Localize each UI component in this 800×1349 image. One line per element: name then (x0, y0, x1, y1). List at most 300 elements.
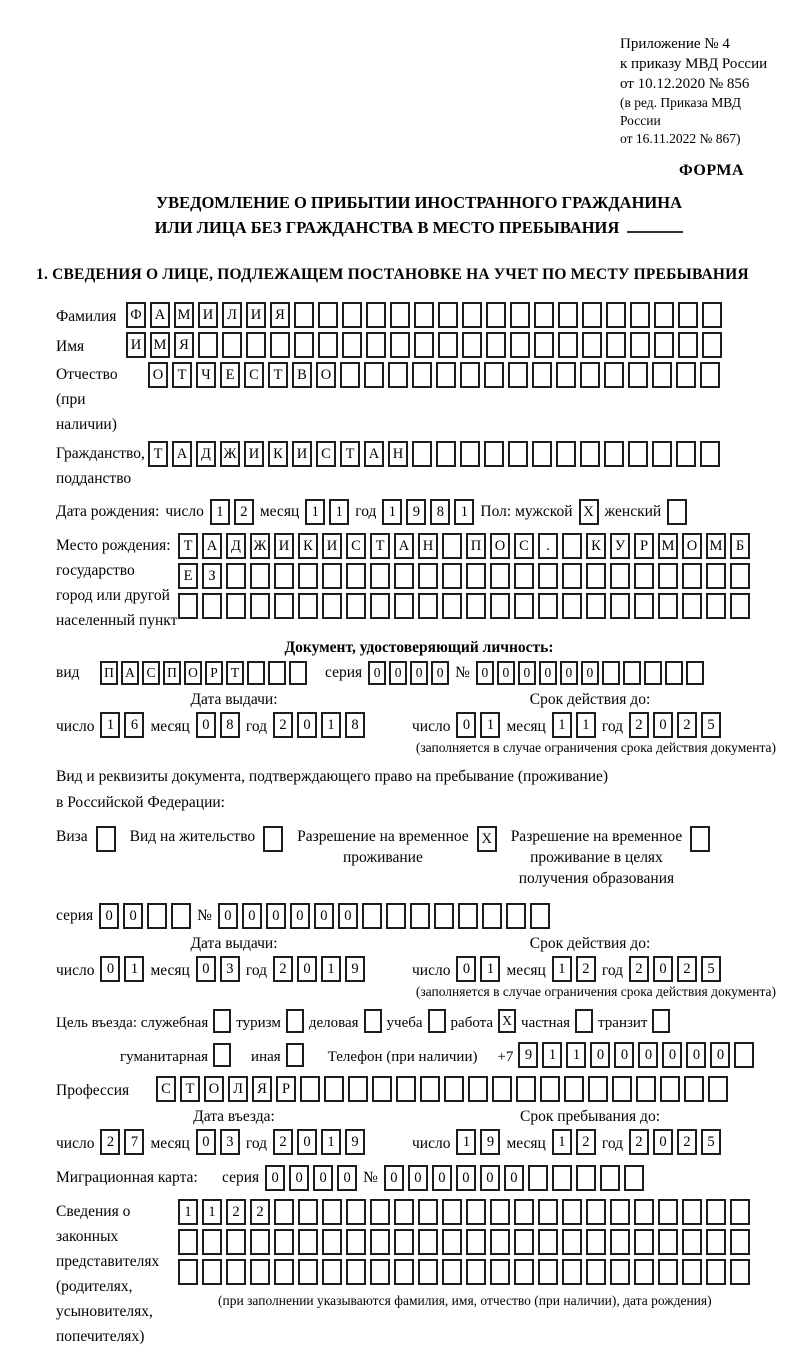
char-cell[interactable] (652, 441, 672, 467)
char-cell[interactable]: Ж (220, 441, 240, 467)
char-cell[interactable] (390, 332, 410, 358)
char-cell[interactable]: 0 (99, 903, 119, 929)
char-cell[interactable]: 2 (677, 956, 697, 982)
char-cell[interactable]: 0 (686, 1042, 706, 1068)
char-cell[interactable] (514, 1229, 534, 1255)
char-cell[interactable] (582, 332, 602, 358)
char-cell[interactable] (442, 593, 462, 619)
char-cell[interactable] (298, 563, 318, 589)
char-cell[interactable]: К (586, 533, 606, 559)
char-cell[interactable]: 1 (480, 712, 500, 738)
sex-female-checkbox[interactable] (667, 499, 687, 525)
char-cell[interactable] (460, 362, 480, 388)
char-cell[interactable]: С (156, 1076, 176, 1102)
char-cell[interactable]: 1 (542, 1042, 562, 1068)
char-cell[interactable]: 0 (638, 1042, 658, 1068)
char-cell[interactable] (610, 1229, 630, 1255)
char-cell[interactable] (490, 1199, 510, 1225)
char-cell[interactable] (370, 593, 390, 619)
char-cell[interactable]: Т (178, 533, 198, 559)
char-cell[interactable] (226, 1229, 246, 1255)
char-cell[interactable] (250, 1229, 270, 1255)
char-cell[interactable]: 0 (476, 661, 494, 685)
char-cell[interactable] (268, 661, 286, 685)
char-cell[interactable] (436, 362, 456, 388)
char-cell[interactable]: 1 (329, 499, 349, 525)
char-cell[interactable] (300, 1076, 320, 1102)
purpose-work-checkbox[interactable]: X (498, 1009, 516, 1033)
char-cell[interactable]: 0 (242, 903, 262, 929)
char-cell[interactable] (706, 1229, 726, 1255)
char-cell[interactable]: 0 (297, 712, 317, 738)
char-cell[interactable]: 5 (701, 712, 721, 738)
char-cell[interactable]: 3 (220, 956, 240, 982)
char-cell[interactable] (390, 302, 410, 328)
char-cell[interactable] (294, 332, 314, 358)
char-cell[interactable]: Т (148, 441, 168, 467)
char-cell[interactable] (556, 441, 576, 467)
char-cell[interactable] (538, 1229, 558, 1255)
char-cell[interactable] (412, 362, 432, 388)
char-cell[interactable]: 1 (552, 1129, 572, 1155)
char-cell[interactable] (298, 593, 318, 619)
char-cell[interactable] (274, 1199, 294, 1225)
char-cell[interactable]: С (142, 661, 160, 685)
char-cell[interactable]: 0 (337, 1165, 357, 1191)
char-cell[interactable] (438, 302, 458, 328)
char-cell[interactable]: 1 (321, 1129, 341, 1155)
char-cell[interactable]: Е (220, 362, 240, 388)
char-cell[interactable] (342, 302, 362, 328)
char-cell[interactable] (346, 1199, 366, 1225)
char-cell[interactable] (298, 1259, 318, 1285)
char-cell[interactable] (250, 593, 270, 619)
char-cell[interactable] (178, 1229, 198, 1255)
char-cell[interactable]: 2 (226, 1199, 246, 1225)
char-cell[interactable] (682, 563, 702, 589)
char-cell[interactable] (346, 1229, 366, 1255)
char-cell[interactable]: 2 (576, 956, 596, 982)
char-cell[interactable] (702, 302, 722, 328)
char-cell[interactable] (490, 1229, 510, 1255)
char-cell[interactable] (652, 362, 672, 388)
char-cell[interactable] (586, 1259, 606, 1285)
char-cell[interactable] (348, 1076, 368, 1102)
char-cell[interactable]: 0 (368, 661, 386, 685)
char-cell[interactable]: 1 (210, 499, 230, 525)
char-cell[interactable]: 2 (629, 1129, 649, 1155)
char-cell[interactable]: 0 (581, 661, 599, 685)
char-cell[interactable] (346, 1259, 366, 1285)
purpose-other-checkbox[interactable] (286, 1043, 304, 1067)
char-cell[interactable]: 0 (590, 1042, 610, 1068)
char-cell[interactable]: Т (180, 1076, 200, 1102)
char-cell[interactable] (458, 903, 478, 929)
char-cell[interactable]: 0 (297, 1129, 317, 1155)
char-cell[interactable]: 0 (384, 1165, 404, 1191)
char-cell[interactable]: М (150, 332, 170, 358)
char-cell[interactable] (682, 1229, 702, 1255)
char-cell[interactable] (552, 1165, 572, 1191)
char-cell[interactable] (682, 593, 702, 619)
char-cell[interactable] (322, 563, 342, 589)
char-cell[interactable] (628, 362, 648, 388)
char-cell[interactable] (412, 441, 432, 467)
char-cell[interactable] (684, 1076, 704, 1102)
char-cell[interactable] (682, 1199, 702, 1225)
char-cell[interactable]: 1 (454, 499, 474, 525)
char-cell[interactable] (322, 1229, 342, 1255)
char-cell[interactable]: 1 (382, 499, 402, 525)
char-cell[interactable] (370, 1199, 390, 1225)
char-cell[interactable] (298, 1199, 318, 1225)
char-cell[interactable]: 0 (266, 903, 286, 929)
char-cell[interactable]: А (150, 302, 170, 328)
char-cell[interactable] (508, 441, 528, 467)
char-cell[interactable]: И (292, 441, 312, 467)
char-cell[interactable] (171, 903, 191, 929)
char-cell[interactable] (610, 1199, 630, 1225)
char-cell[interactable] (706, 593, 726, 619)
char-cell[interactable]: С (244, 362, 264, 388)
char-cell[interactable]: З (202, 563, 222, 589)
char-cell[interactable] (730, 1229, 750, 1255)
char-cell[interactable]: 6 (124, 712, 144, 738)
char-cell[interactable] (628, 441, 648, 467)
char-cell[interactable] (682, 1259, 702, 1285)
char-cell[interactable] (492, 1076, 512, 1102)
char-cell[interactable] (730, 563, 750, 589)
char-cell[interactable] (706, 1259, 726, 1285)
char-cell[interactable] (564, 1076, 584, 1102)
char-cell[interactable]: 1 (576, 712, 596, 738)
purpose-transit-checkbox[interactable] (652, 1009, 670, 1033)
char-cell[interactable] (514, 1199, 534, 1225)
char-cell[interactable] (538, 593, 558, 619)
char-cell[interactable] (532, 441, 552, 467)
char-cell[interactable] (178, 1259, 198, 1285)
char-cell[interactable]: Р (205, 661, 223, 685)
char-cell[interactable] (562, 1199, 582, 1225)
char-cell[interactable] (534, 302, 554, 328)
char-cell[interactable] (708, 1076, 728, 1102)
char-cell[interactable]: 0 (196, 712, 216, 738)
char-cell[interactable] (340, 362, 360, 388)
char-cell[interactable]: А (394, 533, 414, 559)
char-cell[interactable] (654, 302, 674, 328)
purpose-private-checkbox[interactable] (575, 1009, 593, 1033)
char-cell[interactable] (730, 1259, 750, 1285)
char-cell[interactable]: 0 (662, 1042, 682, 1068)
char-cell[interactable] (274, 593, 294, 619)
char-cell[interactable] (466, 563, 486, 589)
char-cell[interactable] (514, 1259, 534, 1285)
char-cell[interactable]: 1 (321, 712, 341, 738)
char-cell[interactable]: А (172, 441, 192, 467)
residence-permit-checkbox[interactable] (263, 826, 283, 852)
char-cell[interactable]: Т (340, 441, 360, 467)
char-cell[interactable] (623, 661, 641, 685)
char-cell[interactable] (706, 1199, 726, 1225)
char-cell[interactable] (630, 332, 650, 358)
char-cell[interactable]: 0 (504, 1165, 524, 1191)
char-cell[interactable] (665, 661, 683, 685)
char-cell[interactable]: Т (172, 362, 192, 388)
char-cell[interactable]: 8 (430, 499, 450, 525)
char-cell[interactable] (147, 903, 167, 929)
char-cell[interactable]: О (316, 362, 336, 388)
char-cell[interactable] (318, 332, 338, 358)
char-cell[interactable]: 0 (480, 1165, 500, 1191)
char-cell[interactable]: 0 (432, 1165, 452, 1191)
char-cell[interactable] (558, 302, 578, 328)
char-cell[interactable] (586, 593, 606, 619)
char-cell[interactable]: 0 (653, 956, 673, 982)
char-cell[interactable] (562, 533, 582, 559)
char-cell[interactable] (322, 593, 342, 619)
char-cell[interactable]: М (706, 533, 726, 559)
char-cell[interactable] (538, 563, 558, 589)
char-cell[interactable] (394, 1259, 414, 1285)
char-cell[interactable] (612, 1076, 632, 1102)
char-cell[interactable] (562, 1259, 582, 1285)
char-cell[interactable]: 0 (710, 1042, 730, 1068)
char-cell[interactable] (602, 661, 620, 685)
char-cell[interactable] (658, 1229, 678, 1255)
char-cell[interactable]: Ч (196, 362, 216, 388)
char-cell[interactable] (558, 332, 578, 358)
char-cell[interactable] (610, 563, 630, 589)
char-cell[interactable]: 0 (653, 712, 673, 738)
char-cell[interactable]: О (490, 533, 510, 559)
char-cell[interactable] (484, 441, 504, 467)
char-cell[interactable] (442, 563, 462, 589)
char-cell[interactable]: 9 (480, 1129, 500, 1155)
char-cell[interactable] (270, 332, 290, 358)
char-cell[interactable]: 0 (389, 661, 407, 685)
char-cell[interactable] (538, 1259, 558, 1285)
char-cell[interactable] (466, 1229, 486, 1255)
char-cell[interactable] (530, 903, 550, 929)
char-cell[interactable]: С (316, 441, 336, 467)
char-cell[interactable]: И (246, 302, 266, 328)
char-cell[interactable] (466, 1259, 486, 1285)
char-cell[interactable] (506, 903, 526, 929)
char-cell[interactable] (202, 1259, 222, 1285)
char-cell[interactable]: 3 (220, 1129, 240, 1155)
char-cell[interactable] (322, 1259, 342, 1285)
char-cell[interactable] (678, 302, 698, 328)
char-cell[interactable] (466, 1199, 486, 1225)
char-cell[interactable] (466, 593, 486, 619)
char-cell[interactable]: 0 (338, 903, 358, 929)
char-cell[interactable] (202, 1229, 222, 1255)
char-cell[interactable] (226, 1259, 246, 1285)
char-cell[interactable] (686, 661, 704, 685)
char-cell[interactable] (250, 1259, 270, 1285)
char-cell[interactable] (372, 1076, 392, 1102)
char-cell[interactable] (582, 302, 602, 328)
char-cell[interactable] (700, 362, 720, 388)
char-cell[interactable]: 0 (313, 1165, 333, 1191)
char-cell[interactable]: Н (388, 441, 408, 467)
char-cell[interactable]: 0 (539, 661, 557, 685)
char-cell[interactable]: 9 (406, 499, 426, 525)
temp-residence-checkbox[interactable]: X (477, 826, 497, 852)
char-cell[interactable] (634, 593, 654, 619)
char-cell[interactable] (624, 1165, 644, 1191)
char-cell[interactable]: Е (178, 563, 198, 589)
char-cell[interactable]: 2 (629, 712, 649, 738)
char-cell[interactable]: 1 (552, 956, 572, 982)
char-cell[interactable] (438, 332, 458, 358)
char-cell[interactable] (226, 593, 246, 619)
char-cell[interactable] (702, 332, 722, 358)
char-cell[interactable] (386, 903, 406, 929)
char-cell[interactable] (516, 1076, 536, 1102)
char-cell[interactable] (394, 1229, 414, 1255)
char-cell[interactable]: В (292, 362, 312, 388)
char-cell[interactable] (362, 903, 382, 929)
char-cell[interactable] (436, 441, 456, 467)
char-cell[interactable]: 5 (701, 1129, 721, 1155)
char-cell[interactable]: 8 (345, 712, 365, 738)
char-cell[interactable] (394, 593, 414, 619)
char-cell[interactable] (586, 1229, 606, 1255)
purpose-tourism-checkbox[interactable] (286, 1009, 304, 1033)
char-cell[interactable]: 9 (345, 1129, 365, 1155)
purpose-study-checkbox[interactable] (428, 1009, 446, 1033)
char-cell[interactable] (644, 661, 662, 685)
char-cell[interactable] (706, 563, 726, 589)
char-cell[interactable]: 2 (273, 712, 293, 738)
char-cell[interactable]: 0 (196, 956, 216, 982)
char-cell[interactable]: 2 (273, 1129, 293, 1155)
char-cell[interactable] (734, 1042, 754, 1068)
char-cell[interactable]: 2 (629, 956, 649, 982)
char-cell[interactable] (418, 1229, 438, 1255)
char-cell[interactable]: И (126, 332, 146, 358)
char-cell[interactable] (370, 563, 390, 589)
char-cell[interactable]: А (202, 533, 222, 559)
char-cell[interactable] (486, 302, 506, 328)
char-cell[interactable]: К (268, 441, 288, 467)
char-cell[interactable]: Ф (126, 302, 146, 328)
char-cell[interactable] (366, 302, 386, 328)
char-cell[interactable]: Т (226, 661, 244, 685)
char-cell[interactable]: 1 (305, 499, 325, 525)
char-cell[interactable] (510, 302, 530, 328)
purpose-official-checkbox[interactable] (213, 1009, 231, 1033)
char-cell[interactable] (414, 302, 434, 328)
char-cell[interactable] (634, 1229, 654, 1255)
char-cell[interactable]: 0 (518, 661, 536, 685)
char-cell[interactable]: 1 (178, 1199, 198, 1225)
char-cell[interactable] (289, 661, 307, 685)
char-cell[interactable] (540, 1076, 560, 1102)
char-cell[interactable]: Л (222, 302, 242, 328)
char-cell[interactable] (420, 1076, 440, 1102)
char-cell[interactable] (510, 332, 530, 358)
char-cell[interactable] (490, 593, 510, 619)
char-cell[interactable]: 1 (321, 956, 341, 982)
char-cell[interactable] (490, 1259, 510, 1285)
char-cell[interactable]: Т (268, 362, 288, 388)
char-cell[interactable] (508, 362, 528, 388)
char-cell[interactable] (634, 1199, 654, 1225)
char-cell[interactable]: 0 (289, 1165, 309, 1191)
char-cell[interactable]: 0 (653, 1129, 673, 1155)
char-cell[interactable] (318, 302, 338, 328)
char-cell[interactable]: И (322, 533, 342, 559)
char-cell[interactable] (528, 1165, 548, 1191)
char-cell[interactable] (370, 1229, 390, 1255)
char-cell[interactable]: П (466, 533, 486, 559)
char-cell[interactable] (586, 563, 606, 589)
char-cell[interactable] (418, 563, 438, 589)
char-cell[interactable] (222, 332, 242, 358)
char-cell[interactable]: 2 (677, 1129, 697, 1155)
char-cell[interactable] (730, 1199, 750, 1225)
char-cell[interactable] (482, 903, 502, 929)
char-cell[interactable]: 0 (431, 661, 449, 685)
char-cell[interactable] (610, 593, 630, 619)
char-cell[interactable] (342, 332, 362, 358)
char-cell[interactable] (514, 563, 534, 589)
char-cell[interactable] (246, 332, 266, 358)
char-cell[interactable] (588, 1076, 608, 1102)
char-cell[interactable] (678, 332, 698, 358)
char-cell[interactable] (370, 1259, 390, 1285)
char-cell[interactable] (562, 593, 582, 619)
char-cell[interactable]: 0 (265, 1165, 285, 1191)
char-cell[interactable]: У (610, 533, 630, 559)
char-cell[interactable] (418, 593, 438, 619)
char-cell[interactable]: Д (196, 441, 216, 467)
char-cell[interactable] (346, 563, 366, 589)
purpose-humanitarian-checkbox[interactable] (213, 1043, 231, 1067)
char-cell[interactable]: Д (226, 533, 246, 559)
char-cell[interactable]: О (148, 362, 168, 388)
char-cell[interactable]: 9 (345, 956, 365, 982)
purpose-business-checkbox[interactable] (364, 1009, 382, 1033)
char-cell[interactable] (202, 593, 222, 619)
char-cell[interactable]: 1 (124, 956, 144, 982)
char-cell[interactable]: 9 (518, 1042, 538, 1068)
char-cell[interactable]: 1 (480, 956, 500, 982)
char-cell[interactable]: 1 (100, 712, 120, 738)
char-cell[interactable]: А (364, 441, 384, 467)
char-cell[interactable]: Т (370, 533, 390, 559)
char-cell[interactable]: И (244, 441, 264, 467)
char-cell[interactable]: Я (270, 302, 290, 328)
char-cell[interactable]: . (538, 533, 558, 559)
char-cell[interactable] (630, 302, 650, 328)
char-cell[interactable]: 0 (218, 903, 238, 929)
char-cell[interactable]: 0 (123, 903, 143, 929)
char-cell[interactable] (562, 1229, 582, 1255)
char-cell[interactable]: О (204, 1076, 224, 1102)
char-cell[interactable] (414, 332, 434, 358)
char-cell[interactable] (700, 441, 720, 467)
char-cell[interactable]: Ж (250, 533, 270, 559)
char-cell[interactable]: К (298, 533, 318, 559)
char-cell[interactable] (418, 1199, 438, 1225)
char-cell[interactable] (514, 593, 534, 619)
char-cell[interactable] (346, 593, 366, 619)
char-cell[interactable] (322, 1199, 342, 1225)
char-cell[interactable]: 5 (701, 956, 721, 982)
